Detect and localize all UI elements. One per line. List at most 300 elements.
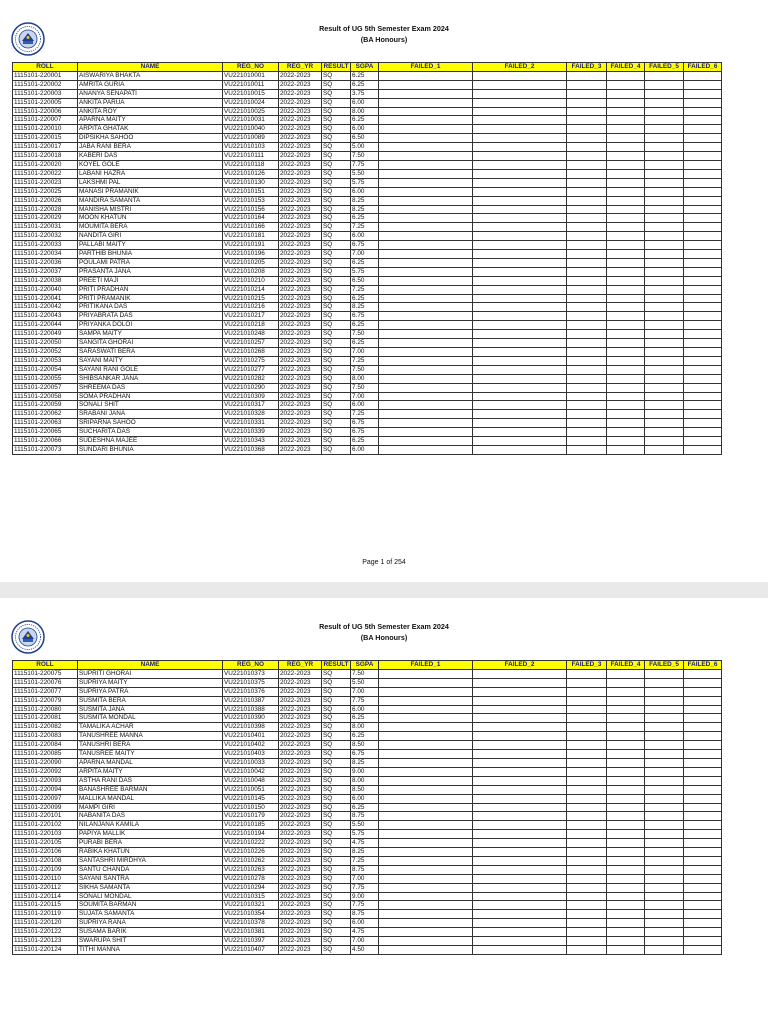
cell-failed-1 xyxy=(379,383,473,392)
cell-reg-yr: 2022-2023 xyxy=(279,437,322,446)
cell-failed-4 xyxy=(607,892,645,901)
cell-failed-5 xyxy=(645,437,684,446)
table-row xyxy=(13,865,722,874)
column-header-failed-6: FAILED_6 xyxy=(684,661,722,670)
cell-failed-2 xyxy=(473,276,567,285)
cell-failed-1 xyxy=(379,901,473,910)
cell-failed-6 xyxy=(684,116,722,125)
cell-failed-3 xyxy=(567,856,607,865)
cell-failed-2 xyxy=(473,401,567,410)
cell-failed-5 xyxy=(645,365,684,374)
cell-failed-3 xyxy=(567,330,607,339)
cell-roll: 1115101-220102 xyxy=(13,821,78,830)
cell-failed-5 xyxy=(645,392,684,401)
cell-failed-5 xyxy=(645,865,684,874)
cell-failed-5 xyxy=(645,383,684,392)
cell-reg-no: VU221010033 xyxy=(223,758,279,767)
cell-failed-2 xyxy=(473,312,567,321)
cell-roll: 1115101-220099 xyxy=(13,803,78,812)
cell-name: SAYANI MAITY xyxy=(78,356,223,365)
cell-sgpa: 8.50 xyxy=(351,741,379,750)
cell-failed-2 xyxy=(473,750,567,759)
cell-reg-no: VU221010321 xyxy=(223,901,279,910)
column-header-failed-1: FAILED_1 xyxy=(379,63,473,72)
cell-failed-6 xyxy=(684,312,722,321)
cell-failed-1 xyxy=(379,152,473,161)
cell-reg-yr: 2022-2023 xyxy=(279,919,322,928)
cell-roll: 1115101-220043 xyxy=(13,312,78,321)
cell-failed-4 xyxy=(607,205,645,214)
cell-name: SOUMITA BARMAN xyxy=(78,901,223,910)
cell-failed-2 xyxy=(473,267,567,276)
cell-result: SQ xyxy=(322,437,351,446)
cell-sgpa: 8.75 xyxy=(351,865,379,874)
cell-failed-5 xyxy=(645,856,684,865)
cell-failed-4 xyxy=(607,365,645,374)
cell-failed-2 xyxy=(473,919,567,928)
cell-failed-4 xyxy=(607,678,645,687)
cell-failed-1 xyxy=(379,374,473,383)
cell-failed-3 xyxy=(567,89,607,98)
cell-name: ANKITA PARUA xyxy=(78,98,223,107)
cell-reg-yr: 2022-2023 xyxy=(279,258,322,267)
page-number: Page 1 of 254 xyxy=(362,559,406,566)
cell-sgpa: 9.00 xyxy=(351,767,379,776)
cell-roll: 1115101-220073 xyxy=(13,445,78,454)
cell-failed-3 xyxy=(567,214,607,223)
table-row xyxy=(13,116,722,125)
cell-sgpa: 8.00 xyxy=(351,776,379,785)
cell-failed-3 xyxy=(567,223,607,232)
cell-failed-6 xyxy=(684,785,722,794)
cell-sgpa: 7.25 xyxy=(351,285,379,294)
cell-failed-4 xyxy=(607,767,645,776)
cell-reg-yr: 2022-2023 xyxy=(279,741,322,750)
cell-sgpa: 6.25 xyxy=(351,80,379,89)
cell-result: SQ xyxy=(322,687,351,696)
cell-failed-6 xyxy=(684,80,722,89)
cell-failed-4 xyxy=(607,196,645,205)
cell-name: PRITI PRADHAN xyxy=(78,285,223,294)
cell-reg-yr: 2022-2023 xyxy=(279,705,322,714)
cell-failed-6 xyxy=(684,392,722,401)
cell-failed-6 xyxy=(684,767,722,776)
cell-reg-yr: 2022-2023 xyxy=(279,392,322,401)
cell-name: TITHI MANNA xyxy=(78,946,223,955)
cell-failed-1 xyxy=(379,143,473,152)
column-header-result: RESULT xyxy=(323,63,349,70)
cell-failed-6 xyxy=(684,276,722,285)
cell-reg-yr: 2022-2023 xyxy=(279,874,322,883)
table-row xyxy=(13,392,722,401)
cell-sgpa: 5.75 xyxy=(351,178,379,187)
cell-name: SUPRIYA RANA xyxy=(78,919,223,928)
cell-result: SQ xyxy=(322,71,351,80)
cell-reg-no: VU221010368 xyxy=(223,445,279,454)
cell-failed-2 xyxy=(473,392,567,401)
cell-result: SQ xyxy=(322,107,351,116)
cell-reg-yr: 2022-2023 xyxy=(279,785,322,794)
cell-failed-4 xyxy=(607,714,645,723)
cell-failed-2 xyxy=(473,767,567,776)
cell-reg-no: VU221010015 xyxy=(223,89,279,98)
table-row xyxy=(13,758,722,767)
cell-reg-no: VU221010040 xyxy=(223,125,279,134)
cell-failed-4 xyxy=(607,928,645,937)
cell-failed-6 xyxy=(684,187,722,196)
table-row xyxy=(13,134,722,143)
cell-failed-3 xyxy=(567,285,607,294)
cell-roll: 1115101-220058 xyxy=(13,392,78,401)
cell-result: SQ xyxy=(322,758,351,767)
cell-name: SIKHA SAMANTA xyxy=(78,883,223,892)
cell-failed-1 xyxy=(379,419,473,428)
cell-reg-no: VU221010196 xyxy=(223,250,279,259)
cell-failed-3 xyxy=(567,705,607,714)
cell-result: SQ xyxy=(322,330,351,339)
cell-failed-4 xyxy=(607,98,645,107)
cell-name: SUPRIYA MAITY xyxy=(78,678,223,687)
cell-reg-no: VU221010277 xyxy=(223,365,279,374)
cell-failed-6 xyxy=(684,401,722,410)
table-row xyxy=(13,330,722,339)
table-row xyxy=(13,919,722,928)
column-header-failed-4: FAILED_4 xyxy=(607,661,645,670)
cell-sgpa: 6.00 xyxy=(351,919,379,928)
cell-reg-no: VU221010103 xyxy=(223,143,279,152)
cell-name: APARNA MAITY xyxy=(78,116,223,125)
table-row xyxy=(13,241,722,250)
cell-failed-6 xyxy=(684,723,722,732)
cell-failed-3 xyxy=(567,374,607,383)
cell-reg-no: VU221010048 xyxy=(223,776,279,785)
cell-failed-2 xyxy=(473,258,567,267)
cell-failed-6 xyxy=(684,732,722,741)
cell-failed-3 xyxy=(567,946,607,955)
cell-failed-4 xyxy=(607,445,645,454)
table-row xyxy=(13,767,722,776)
cell-failed-5 xyxy=(645,143,684,152)
cell-failed-1 xyxy=(379,250,473,259)
cell-failed-5 xyxy=(645,223,684,232)
table-row xyxy=(13,187,722,196)
cell-reg-yr: 2022-2023 xyxy=(279,160,322,169)
cell-failed-3 xyxy=(567,445,607,454)
cell-roll: 1115101-220015 xyxy=(13,134,78,143)
cell-failed-1 xyxy=(379,741,473,750)
cell-result: SQ xyxy=(322,848,351,857)
table-row xyxy=(13,794,722,803)
cell-sgpa: 6.50 xyxy=(351,276,379,285)
table-row xyxy=(13,125,722,134)
column-header-failed-1: FAILED_1 xyxy=(379,661,473,670)
cell-failed-6 xyxy=(684,776,722,785)
cell-failed-3 xyxy=(567,865,607,874)
cell-sgpa: 4.50 xyxy=(351,946,379,955)
cell-sgpa: 7.50 xyxy=(351,330,379,339)
cell-roll: 1115101-220041 xyxy=(13,294,78,303)
cell-failed-5 xyxy=(645,830,684,839)
cell-reg-no: VU221010151 xyxy=(223,187,279,196)
table-row xyxy=(13,928,722,937)
cell-reg-no: VU221010011 xyxy=(223,80,279,89)
cell-failed-3 xyxy=(567,321,607,330)
cell-failed-3 xyxy=(567,419,607,428)
cell-roll: 1115101-220026 xyxy=(13,196,78,205)
cell-sgpa: 7.50 xyxy=(351,152,379,161)
cell-result: SQ xyxy=(322,892,351,901)
cell-failed-1 xyxy=(379,696,473,705)
cell-result: SQ xyxy=(322,812,351,821)
cell-failed-6 xyxy=(684,374,722,383)
cell-failed-3 xyxy=(567,785,607,794)
cell-failed-4 xyxy=(607,356,645,365)
cell-name: PARTHIB BHUNIA xyxy=(78,250,223,259)
cell-failed-1 xyxy=(379,410,473,419)
cell-reg-no: VU221010166 xyxy=(223,223,279,232)
table-row xyxy=(13,901,722,910)
cell-failed-6 xyxy=(684,937,722,946)
cell-roll: 1115101-220055 xyxy=(13,374,78,383)
cell-failed-6 xyxy=(684,365,722,374)
cell-result: SQ xyxy=(322,321,351,330)
cell-result: SQ xyxy=(322,776,351,785)
cell-sgpa: 7.50 xyxy=(351,365,379,374)
cell-result: SQ xyxy=(322,901,351,910)
cell-failed-6 xyxy=(684,705,722,714)
cell-reg-yr: 2022-2023 xyxy=(279,428,322,437)
cell-name: DIPSIKHA SAHOO xyxy=(78,134,223,143)
cell-result: SQ xyxy=(322,874,351,883)
cell-name: MANASI PRAMANIK xyxy=(78,187,223,196)
cell-failed-4 xyxy=(607,339,645,348)
cell-failed-4 xyxy=(607,241,645,250)
cell-failed-1 xyxy=(379,856,473,865)
cell-failed-6 xyxy=(684,812,722,821)
cell-name: ARPITA GHATAK xyxy=(78,125,223,134)
table-row xyxy=(13,669,722,678)
cell-roll: 1115101-220101 xyxy=(13,812,78,821)
cell-sgpa: 8.25 xyxy=(351,196,379,205)
cell-name: SHREEMA DAS xyxy=(78,383,223,392)
cell-reg-yr: 2022-2023 xyxy=(279,732,322,741)
cell-failed-6 xyxy=(684,178,722,187)
cell-roll: 1115101-220028 xyxy=(13,205,78,214)
cell-failed-3 xyxy=(567,767,607,776)
cell-failed-5 xyxy=(645,169,684,178)
cell-failed-5 xyxy=(645,107,684,116)
cell-failed-1 xyxy=(379,428,473,437)
cell-reg-yr: 2022-2023 xyxy=(279,285,322,294)
cell-failed-4 xyxy=(607,107,645,116)
cell-name: ANKITA ROY xyxy=(78,107,223,116)
cell-reg-yr: 2022-2023 xyxy=(279,750,322,759)
cell-failed-3 xyxy=(567,312,607,321)
cell-reg-no: VU221010156 xyxy=(223,205,279,214)
cell-sgpa: 6.25 xyxy=(351,437,379,446)
cell-failed-4 xyxy=(607,937,645,946)
table-row xyxy=(13,785,722,794)
cell-roll: 1115101-220023 xyxy=(13,178,78,187)
cell-roll: 1115101-220090 xyxy=(13,758,78,767)
cell-reg-yr: 2022-2023 xyxy=(279,339,322,348)
cell-result: SQ xyxy=(322,312,351,321)
cell-failed-1 xyxy=(379,223,473,232)
cell-name: MOON KHATUN xyxy=(78,214,223,223)
cell-failed-1 xyxy=(379,241,473,250)
cell-reg-no: VU221010331 xyxy=(223,419,279,428)
cell-failed-6 xyxy=(684,883,722,892)
cell-failed-5 xyxy=(645,303,684,312)
cell-sgpa: 6.75 xyxy=(351,750,379,759)
cell-name: PRIYANKA DOLOI xyxy=(78,321,223,330)
cell-failed-2 xyxy=(473,285,567,294)
cell-failed-4 xyxy=(607,874,645,883)
table-row xyxy=(13,401,722,410)
cell-sgpa: 7.25 xyxy=(351,223,379,232)
cell-failed-4 xyxy=(607,705,645,714)
cell-failed-3 xyxy=(567,71,607,80)
cell-reg-no: VU221010387 xyxy=(223,696,279,705)
cell-reg-yr: 2022-2023 xyxy=(279,776,322,785)
table-row xyxy=(13,812,722,821)
column-header-roll: ROLL xyxy=(13,661,78,670)
cell-failed-1 xyxy=(379,134,473,143)
cell-failed-1 xyxy=(379,919,473,928)
cell-reg-yr: 2022-2023 xyxy=(279,723,322,732)
cell-name: SUDESHNA MAJEE xyxy=(78,437,223,446)
cell-name: PURABI BERA xyxy=(78,839,223,848)
cell-reg-no: VU221010051 xyxy=(223,785,279,794)
cell-reg-no: VU221010185 xyxy=(223,821,279,830)
cell-roll: 1115101-220103 xyxy=(13,830,78,839)
cell-reg-yr: 2022-2023 xyxy=(279,134,322,143)
cell-reg-yr: 2022-2023 xyxy=(279,321,322,330)
cell-result: SQ xyxy=(322,856,351,865)
cell-name: TAMALIKA ACHAR xyxy=(78,723,223,732)
cell-failed-1 xyxy=(379,848,473,857)
cell-roll: 1115101-220122 xyxy=(13,928,78,937)
cell-reg-yr: 2022-2023 xyxy=(279,401,322,410)
document-subtitle: (BA Honours) xyxy=(360,35,408,44)
cell-failed-6 xyxy=(684,383,722,392)
cell-reg-yr: 2022-2023 xyxy=(279,71,322,80)
cell-failed-4 xyxy=(607,821,645,830)
table-row xyxy=(13,98,722,107)
cell-failed-5 xyxy=(645,874,684,883)
cell-result: SQ xyxy=(322,821,351,830)
cell-reg-no: VU221010317 xyxy=(223,401,279,410)
cell-failed-5 xyxy=(645,80,684,89)
table-row xyxy=(13,294,722,303)
cell-sgpa: 6.75 xyxy=(351,241,379,250)
table-header-row xyxy=(13,661,722,670)
table-row xyxy=(13,892,722,901)
cell-result: SQ xyxy=(322,276,351,285)
cell-result: SQ xyxy=(322,339,351,348)
cell-failed-4 xyxy=(607,856,645,865)
cell-sgpa: 5.00 xyxy=(351,143,379,152)
cell-failed-5 xyxy=(645,785,684,794)
cell-failed-6 xyxy=(684,428,722,437)
column-header-sgpa: SGPA xyxy=(351,63,379,72)
cell-failed-3 xyxy=(567,732,607,741)
cell-failed-5 xyxy=(645,71,684,80)
cell-reg-no: VU221010268 xyxy=(223,348,279,357)
cell-failed-3 xyxy=(567,178,607,187)
cell-name: SUSMITA BERA xyxy=(78,696,223,705)
cell-result: SQ xyxy=(322,910,351,919)
cell-failed-4 xyxy=(607,89,645,98)
cell-failed-3 xyxy=(567,160,607,169)
cell-failed-3 xyxy=(567,410,607,419)
cell-failed-2 xyxy=(473,874,567,883)
cell-failed-2 xyxy=(473,821,567,830)
cell-failed-3 xyxy=(567,356,607,365)
cell-reg-yr: 2022-2023 xyxy=(279,250,322,259)
cell-failed-5 xyxy=(645,696,684,705)
cell-failed-3 xyxy=(567,687,607,696)
cell-failed-6 xyxy=(684,71,722,80)
cell-sgpa: 6.25 xyxy=(351,803,379,812)
cell-result: SQ xyxy=(322,356,351,365)
cell-failed-1 xyxy=(379,883,473,892)
cell-reg-yr: 2022-2023 xyxy=(279,116,322,125)
cell-failed-6 xyxy=(684,750,722,759)
cell-name: SUJATA SAMANTA xyxy=(78,910,223,919)
table-row xyxy=(13,856,722,865)
table-row xyxy=(13,339,722,348)
cell-result: SQ xyxy=(322,143,351,152)
table-row xyxy=(13,250,722,259)
cell-failed-5 xyxy=(645,356,684,365)
cell-failed-6 xyxy=(684,160,722,169)
cell-failed-2 xyxy=(473,294,567,303)
cell-sgpa: 7.75 xyxy=(351,696,379,705)
cell-failed-4 xyxy=(607,437,645,446)
results-table xyxy=(12,62,722,455)
cell-failed-1 xyxy=(379,178,473,187)
table-row xyxy=(13,714,722,723)
cell-result: SQ xyxy=(322,392,351,401)
cell-failed-6 xyxy=(684,196,722,205)
table-row xyxy=(13,741,722,750)
cell-failed-3 xyxy=(567,116,607,125)
cell-result: SQ xyxy=(322,98,351,107)
column-header-reg-yr: REG_YR xyxy=(279,63,322,72)
cell-reg-no: VU221010130 xyxy=(223,178,279,187)
cell-failed-3 xyxy=(567,437,607,446)
cell-failed-6 xyxy=(684,321,722,330)
cell-roll: 1115101-220115 xyxy=(13,901,78,910)
cell-reg-yr: 2022-2023 xyxy=(279,330,322,339)
table-row xyxy=(13,303,722,312)
cell-failed-5 xyxy=(645,401,684,410)
cell-failed-1 xyxy=(379,937,473,946)
cell-failed-1 xyxy=(379,169,473,178)
cell-failed-3 xyxy=(567,267,607,276)
cell-reg-yr: 2022-2023 xyxy=(279,294,322,303)
table-row xyxy=(13,419,722,428)
cell-failed-3 xyxy=(567,303,607,312)
cell-failed-2 xyxy=(473,803,567,812)
cell-reg-no: VU221010397 xyxy=(223,937,279,946)
cell-failed-5 xyxy=(645,89,684,98)
cell-failed-1 xyxy=(379,839,473,848)
cell-roll: 1115101-220022 xyxy=(13,169,78,178)
cell-sgpa: 7.00 xyxy=(351,250,379,259)
cell-reg-yr: 2022-2023 xyxy=(279,883,322,892)
